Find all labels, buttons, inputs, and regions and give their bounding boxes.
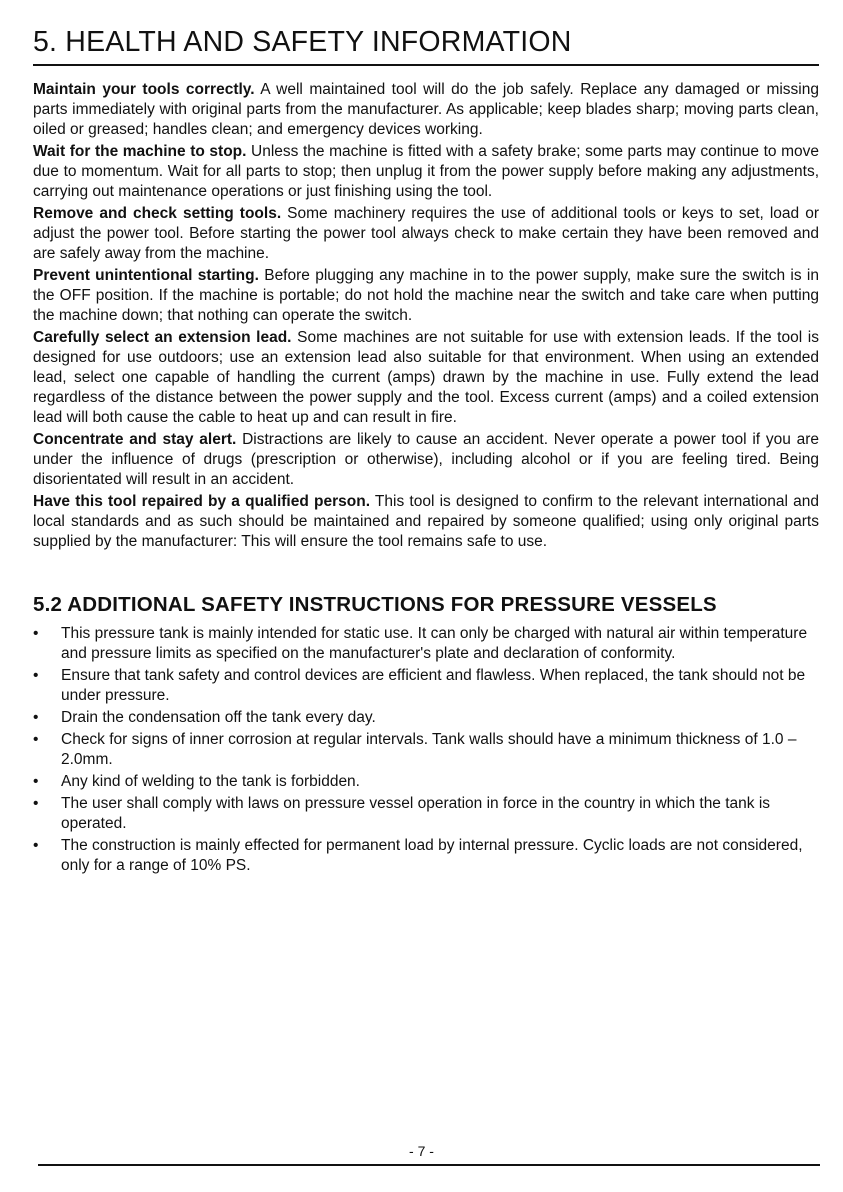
list-item — [33, 836, 819, 876]
bullet-icon: • — [33, 731, 39, 748]
list-item — [33, 666, 819, 706]
list-item-text: The user shall comply with laws on pressure vessel operation in force in the country in which the tank is operated. — [61, 795, 771, 832]
bullet-icon: • — [33, 709, 39, 726]
bullet-icon: • — [33, 667, 39, 684]
paragraph-text: This tool is designed to confirm to the relevant international and local standards and as such should be maintained and repaired by someone qualified; using only original parts supplied by the manufacturer: This will ensure the tool remains safe to use. — [33, 493, 819, 550]
paragraph-stay-alert — [33, 430, 819, 490]
list-item-text: Any kind of welding to the tank is forbidden. — [61, 773, 360, 790]
paragraph-lead: Have this tool repaired by a qualified person. — [33, 493, 371, 510]
list-item — [33, 794, 819, 834]
list-item-text: Check for signs of inner corrosion at regular intervals. Tank walls should have a minimum thickness of 1.0 – 2.0mm. — [61, 731, 797, 768]
paragraph-text: Before plugging any machine in to the power supply, make sure the switch is in the OFF position. If the machine is portable; do not hold the machine near the switch and take care when putting the machine down; that nothing can operate the switch. — [33, 267, 819, 324]
paragraph-lead: Remove and check setting tools. — [33, 205, 282, 222]
bullet-icon: • — [33, 773, 39, 790]
paragraph-remove-setting-tools — [33, 204, 819, 264]
paragraph-lead: Maintain your tools correctly. — [33, 81, 255, 98]
list-item-text: Drain the condensation off the tank every day. — [61, 709, 376, 726]
safety-paragraphs — [33, 80, 819, 554]
list-item — [33, 708, 819, 728]
list-item-text: Ensure that tank safety and control devices are efficient and flawless. When replaced, the tank should not be under pressure. — [61, 667, 806, 704]
paragraph-wait-machine-stop — [33, 142, 819, 202]
list-item — [33, 624, 819, 664]
paragraph-maintain-tools — [33, 80, 819, 140]
footer-divider — [38, 1164, 820, 1166]
paragraph-lead: Prevent unintentional starting. — [33, 267, 259, 284]
paragraph-text: A well maintained tool will do the job safely. Replace any damaged or missing parts immediately with original parts from the manufacturer. As applicable; keep blades sharp; moving parts clean, oiled or greased; handles clean; and emergency devices working. — [33, 81, 819, 138]
paragraph-text: Unless the machine is fitted with a safety brake; some parts may continue to move due to momentum. Wait for all parts to stop; then unplug it from the power supply before making any adjustments, carrying out maintenance operations or just finishing using the tool. — [33, 143, 819, 200]
section-heading: 5.2 ADDITIONAL SAFETY INSTRUCTIONS FOR PRESSURE VESSELS — [33, 593, 717, 616]
paragraph-extension-lead — [33, 328, 819, 428]
paragraph-qualified-repair — [33, 492, 819, 552]
page-number: - 7 - — [409, 1143, 434, 1159]
title-divider — [33, 64, 819, 66]
paragraph-lead: Carefully select an extension lead. — [33, 329, 292, 346]
paragraph-text: Some machinery requires the use of additional tools or keys to set, load or adjust the power tool. Before starting the power tool always check to make certain they have been removed and are safely away from the machine. — [33, 205, 819, 262]
page-title: 5. HEALTH AND SAFETY INFORMATION — [33, 26, 572, 58]
bullet-icon: • — [33, 837, 39, 854]
paragraph-lead: Wait for the machine to stop. — [33, 143, 247, 160]
paragraph-lead: Concentrate and stay alert. — [33, 431, 237, 448]
list-item-text: This pressure tank is mainly intended for static use. It can only be charged with natural air within temperature and pressure limits as specified on the manufacturer's plate and declaration of conformity. — [61, 625, 808, 662]
list-item — [33, 772, 819, 792]
pressure-vessel-instructions — [33, 624, 819, 878]
bullet-icon: • — [33, 625, 39, 642]
bullet-icon: • — [33, 795, 39, 812]
paragraph-text: Distractions are likely to cause an accident. Never operate a power tool if you are under the influence of drugs (prescription or otherwise), including alcohol or if you are feeling tired. Being disorientated will result in an accident. — [33, 431, 819, 488]
list-item-text: The construction is mainly effected for permanent load by internal pressure. Cyclic loads are not considered, only for a range of 10% PS. — [61, 837, 803, 874]
list-item — [33, 730, 819, 770]
paragraph-prevent-starting — [33, 266, 819, 326]
paragraph-text: Some machines are not suitable for use with extension leads. If the tool is designed for use outdoors; use an extension lead also suitable for that environment. When using an extended lead, select one capable of handling the current (amps) drawn by the machine in use. Fully extend the lead regardless of the distance between the power supply and the tool. Excess current (amps) and a coiled extension lead will both cause the cable to heat up and can result in fire. — [33, 329, 819, 426]
